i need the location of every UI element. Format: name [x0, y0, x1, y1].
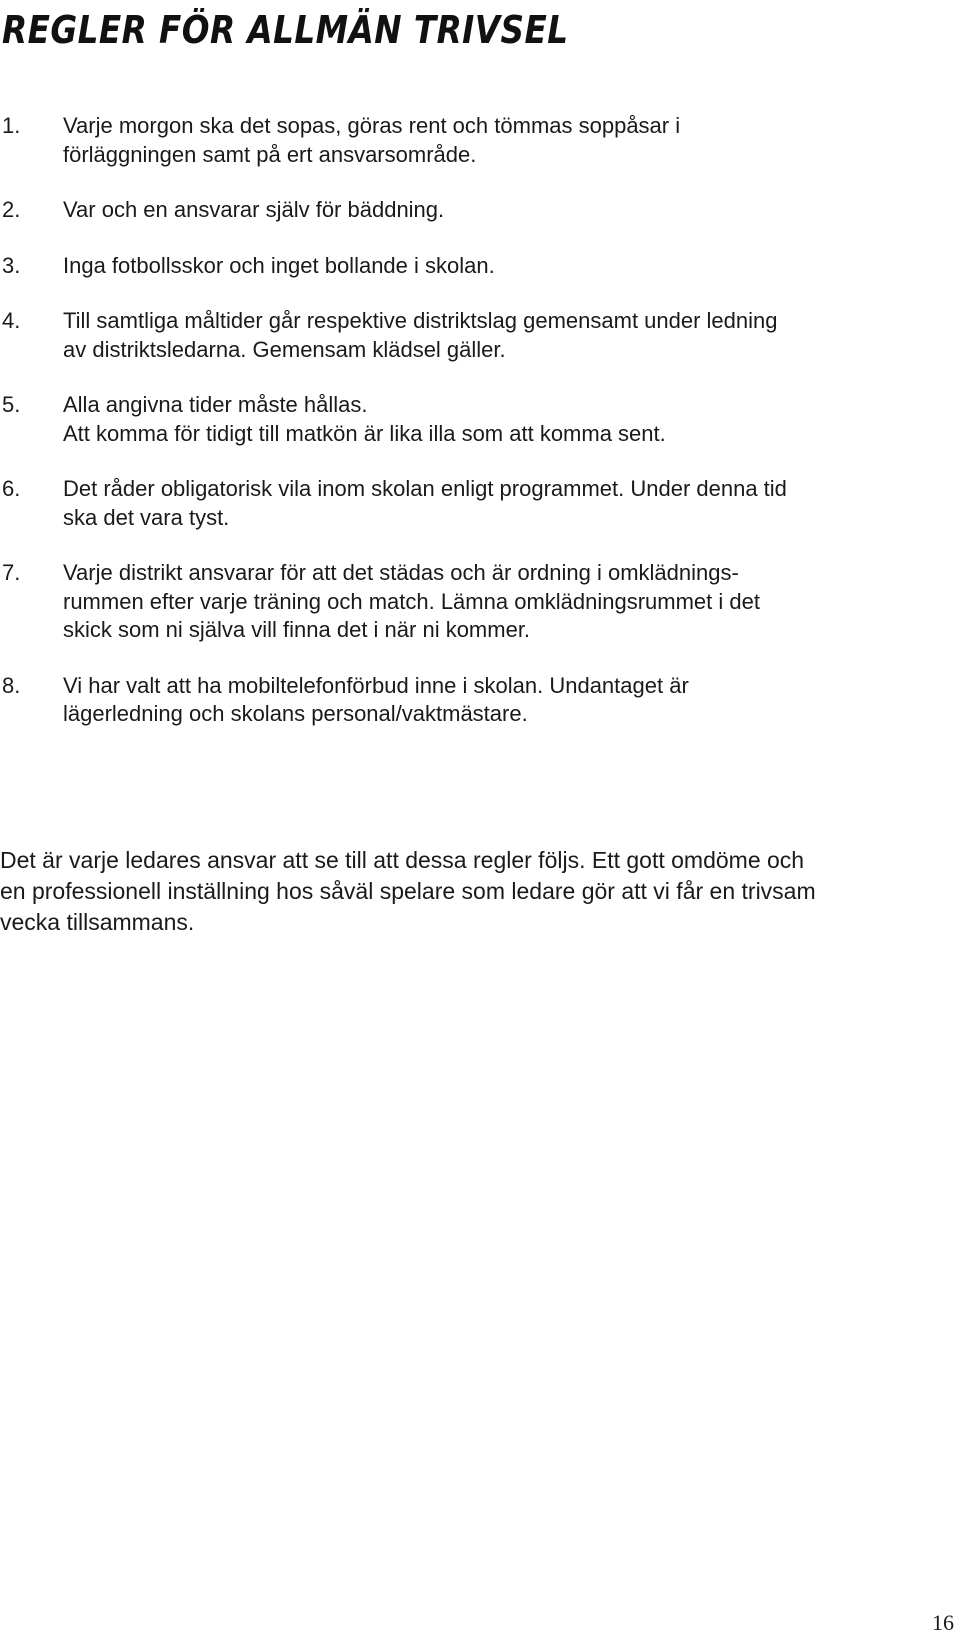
rule-text-line: ska det vara tyst.	[63, 504, 230, 530]
rule-item-4	[0, 307, 950, 364]
rule-item-2	[0, 196, 950, 225]
rule-number: 5.	[2, 392, 21, 417]
page-title: REGLER FÖR ALLMÄN TRIVSEL	[2, 8, 569, 52]
rule-number: 8.	[2, 672, 21, 698]
closing-text-line: en professionell inställning hos såväl spelare som ledare gör att vi får en trivsam	[0, 878, 816, 904]
rule-text-line: förläggningen samt på ert ansvarsområde.	[63, 141, 477, 167]
rule-text-line: Alla angivna tider måste hållas.	[63, 392, 368, 417]
rule-text-line: Varje morgon ska det sopas, göras rent och tömmas soppåsar i	[63, 113, 681, 138]
rule-text-line: Vi har valt att ha mobiltelefonförbud inne i skolan. Undantaget är	[63, 672, 689, 698]
rule-item-7	[0, 559, 950, 645]
rule-text-line: av distriktsledarna. Gemensam klädsel gäller.	[63, 336, 506, 362]
rule-number: 1.	[2, 113, 21, 138]
closing-text-line: Det är varje ledares ansvar att se till att dessa regler följs. Ett gott omdöme och	[0, 847, 805, 873]
rule-number: 3.	[2, 252, 21, 278]
rule-text-line: rummen efter varje träning och match. Lämna omklädningsrummet i det	[63, 588, 760, 614]
rule-item-3	[0, 252, 950, 281]
rule-text-line: Var och en ansvarar själv för bäddning.	[63, 197, 445, 222]
rule-text-line: Det råder obligatorisk vila inom skolan enligt programmet. Under denna tid	[63, 476, 787, 501]
rule-number: 7.	[2, 560, 21, 585]
page-number: 16	[932, 1610, 954, 1635]
rule-text-line: Varje distrikt ansvarar för att det städas och är ordning i omklädnings-	[63, 560, 739, 585]
rule-text-line: lägerledning och skolans personal/vaktmästare.	[63, 701, 528, 726]
rule-number: 4.	[2, 308, 21, 333]
closing-paragraph	[0, 845, 955, 938]
rule-item-6	[0, 475, 950, 532]
rules-list	[0, 112, 950, 756]
rule-text-line: skick som ni själva vill finna det i när ni kommer.	[63, 617, 531, 642]
rule-item-8	[0, 672, 950, 729]
rule-text-line: Till samtliga måltider går respektive distriktslag gemensamt under ledning	[63, 308, 778, 333]
rule-text-line: Inga fotbollsskor och inget bollande i skolan.	[63, 252, 495, 278]
rule-number: 6.	[2, 476, 21, 501]
rule-text-line: Att komma för tidigt till matkön är lika illa som att komma sent.	[63, 420, 666, 446]
rule-number: 2.	[2, 197, 21, 222]
rule-item-5	[0, 391, 950, 448]
closing-text-line: vecka tillsammans.	[0, 909, 195, 935]
rule-item-1	[0, 112, 950, 169]
